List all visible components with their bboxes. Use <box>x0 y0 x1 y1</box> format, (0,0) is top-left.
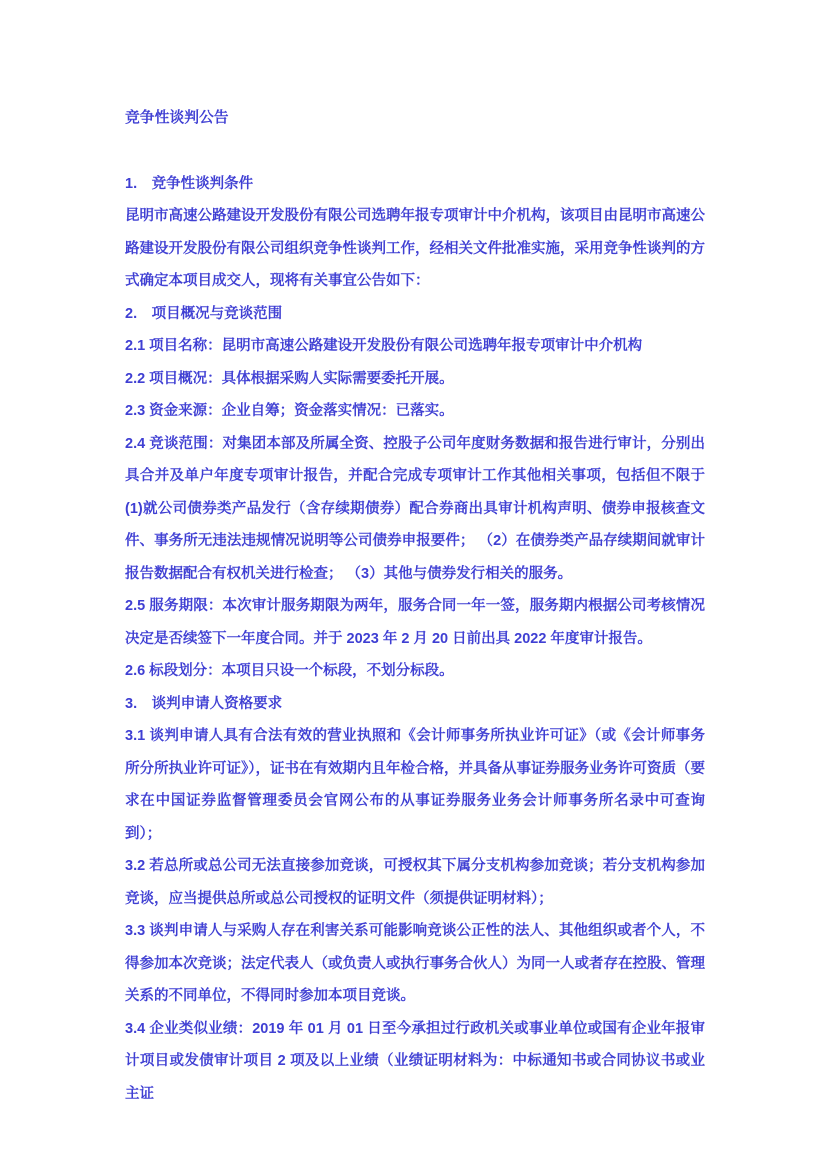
section-heading-2: 2. 项目概况与竞谈范围 <box>125 305 283 322</box>
paragraph-intro: 昆明市高速公路建设开发股份有限公司选聘年报专项审计中介机构，该项目由昆明市高速公路建设开发股份有限公司组织竞争性谈判工作，经相关文件批准实施，采用竞争性谈判的方式确定本项目成交人，现将有关事宜公告如下： <box>125 208 705 289</box>
paragraph-2-2: 2.2 项目概况：具体根据采购人实际需要委托开展。 <box>125 370 454 387</box>
paragraph-3-1: 3.1 谈判申请人具有合法有效的营业执照和《会计师事务所执业许可证》（或《会计师事务所分所执业许可证》），证书在有效期内且年检合格，并具备从事证券服务业务许可资质（要求在中国证券监督管理委员会官网公布的从事证券服务业务会计师事务所名录中可查询到）； <box>125 728 705 842</box>
paragraph-3-2: 3.2 若总所或总公司无法直接参加竞谈，可授权其下属分支机构参加竞谈；若分支机构参加竞谈，应当提供总所或总公司授权的证明文件（须提供证明材料）； <box>125 858 705 907</box>
paragraph-3-3: 3.3 谈判申请人与采购人存在利害关系可能影响竞谈公正性的法人、其他组织或者个人，不得参加本次竞谈；法定代表人（或负责人或执行事务合伙人）为同一人或者存在控股、管理关系的不同单位，不得同时参加本项目竞谈。 <box>125 923 705 1004</box>
section-heading-1: 1. 竞争性谈判条件 <box>125 175 254 192</box>
paragraph-2-5: 2.5 服务期限：本次审计服务期限为两年，服务合同一年一签，服务期内根据公司考核情况决定是否续签下一年度合同。并于 2023 年 2 月 20 日前出具 2022 年度审计报告。 <box>125 598 705 647</box>
paragraph-2-1: 2.1 项目名称：昆明市高速公路建设开发股份有限公司选聘年报专项审计中介机构 <box>125 338 643 354</box>
document-title: 竞争性谈判公告 <box>125 110 229 126</box>
section-heading-3: 3. 谈判申请人资格要求 <box>125 695 283 712</box>
paragraph-2-6: 2.6 标段划分：本项目只设一个标段，不划分标段。 <box>125 663 454 679</box>
paragraph-2-3: 2.3 资金来源：企业自筹；资金落实情况：已落实。 <box>125 403 454 419</box>
paragraph-3-4: 3.4 企业类似业绩：2019 年 01 月 01 日至今承担过行政机关或事业单位或国有企业年报审计项目或发债审计项目 2 项及以上业绩（业绩证明材料为：中标通知书或合同协议书或业主证 <box>125 1020 705 1102</box>
paragraph-2-4: 2.4 竞谈范围：对集团本部及所属全资、控股子公司年度财务数据和报告进行审计，分别出具合并及单户年度专项审计报告，并配合完成专项审计工作其他相关事项，包括但不限于(1)就公司债券类产品发行（含存续期债券）配合券商出具审计机构声明、债券申报核查文件、事务所无违法违规情况说明等公司债券申报要件； （2）在债券类产品存续期间就审计报告数据配合有权机关进行检查； （3）其他与债券发行相关的服务。 <box>125 435 705 582</box>
